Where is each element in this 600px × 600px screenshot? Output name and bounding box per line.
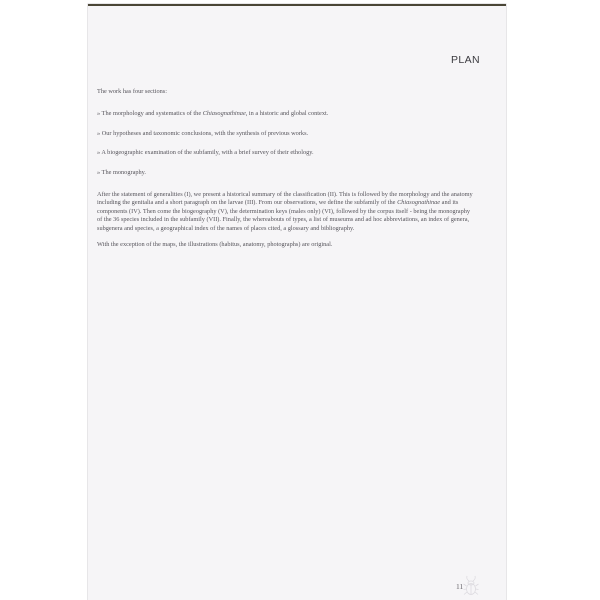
summary-paragraph: After the statement of generalities (I), we present a historical summary of the classification (II). This is followed by the morphology and the anatomy including the genitalia and a short paragraph on the larvae (III). From our observations, we define the subfamily of the Chiasognathinae and its components (IV). Then come the biogeography (V), the determination keys (males only) (VI), followed by the corpus itself - being the monography of the 36 species included in the subfamily (VII). Finally, the whereabouts of types, a list of museums and ad hoc abbreviations, an index of genera, subgenera and species, a geographical index of the names of places cited, a glossary and bibliography. <box>97 191 473 232</box>
bullet-marker: » <box>97 110 101 118</box>
page-heading: PLAN <box>450 54 480 66</box>
section-item <box>97 130 475 138</box>
section-text: The morphology and systematics of the <box>101 110 203 118</box>
closing-paragraph: With the exception of the maps, the illustrations (habitus, anatomy, photographs) are original. <box>97 241 333 249</box>
bullet-marker: » <box>97 168 101 176</box>
section-text: Our hypotheses and taxonomic conclusions, with the synthesis of previous works. <box>101 129 309 137</box>
top-rule <box>88 4 506 6</box>
section-text-end: , in a historic and global context. <box>245 110 329 118</box>
page-number: 11 <box>456 582 464 591</box>
page-footer <box>450 574 482 596</box>
section-item <box>97 149 475 157</box>
section-text: A biogeographic examination of the subfamily, with a brief survey of their ethology. <box>101 149 314 157</box>
section-item <box>97 110 475 118</box>
intro-paragraph: The work has four sections: <box>97 88 167 95</box>
bullet-marker: » <box>97 149 101 157</box>
bullet-marker: » <box>97 129 101 137</box>
section-text: The monography. <box>101 168 146 176</box>
taxon-name: Chiasognathinae <box>397 199 441 207</box>
body-text <box>97 88 475 257</box>
stag-beetle-watermark-icon <box>462 574 480 596</box>
taxon-name: Chiasognathinae <box>202 110 246 118</box>
section-item <box>97 169 475 177</box>
document-page <box>88 4 506 600</box>
